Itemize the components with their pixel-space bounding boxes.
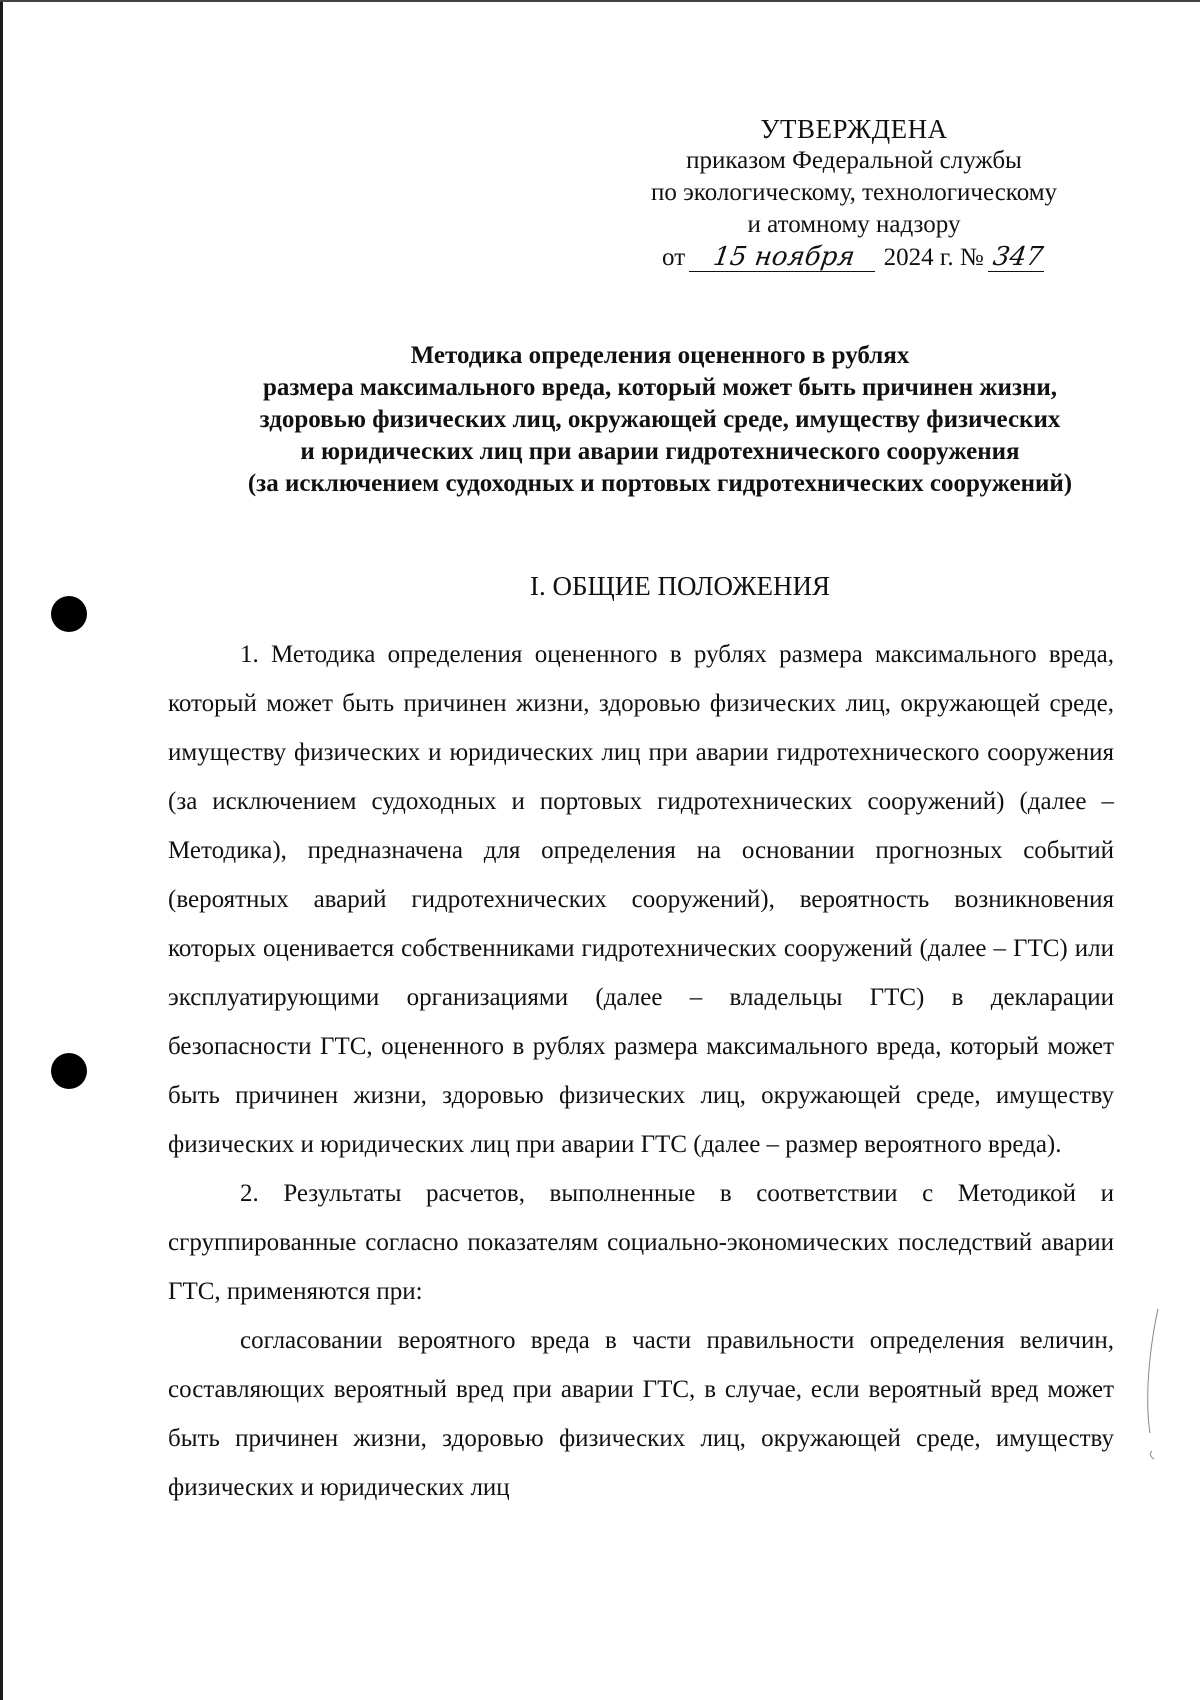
order-year: 2024 г. № [883,244,984,271]
punch-hole-upper [51,596,87,632]
approval-line-1: приказом Федеральной службы [686,147,1022,174]
document-body [168,630,1114,1512]
title-line-5: (за исключением судоходных и портовых гидротехнических сооружений) [247,470,1073,497]
paragraph-2: 2. Результаты расчетов, выполненные в соответствии с Методикой и сгруппированные согласно показателям социально-экономических последствий аварии ГТС, применяются при: [168,1180,1114,1305]
paragraph-3: согласовании вероятного вреда в части правильности определения величин, составляющих вероятный вред при аварии ГТС, в случае, если вероятный вред может быть причинен жизни, здоровью физических лиц, окружающей среде, имуществу физических и юридических лиц [168,1327,1114,1501]
approval-order-line [600,242,1108,274]
scan-border-top [0,0,1200,2]
title-line-4: и юридических лиц при аварии гидротехнического сооружения [300,438,1020,465]
paragraph-1: 1. Методика определения оцененного в рублях размера максимального вреда, который может быть причинен жизни, здоровью физических лиц, окружающей среде, имуществу физических и юридических лиц при аварии гидротехнического сооружения (за исключением судоходных и портовых гидротехнических сооружений) (далее – Методика), предназначена для определения на основании прогнозных событий (вероятных аварий гидротехнических сооружений), вероятность возникновения которых оценивается собственниками гидротехнических сооружений (далее – ГТС) или эксплуатирующими организациями (далее – владельцы ГТС) в декларации безопасности ГТС, оцененного в рублях размера максимального вреда, который может быть причинен жизни, здоровью физических лиц, окружающей среде, имуществу физических и юридических лиц при аварии ГТС (далее – размер вероятного вреда). [168,641,1114,1158]
approval-line-2: по экологическому, технологическому [650,179,1058,206]
title-line-1: Методика определения оцененного в рублях [410,342,910,369]
document-title [160,340,1160,500]
order-prefix: от [662,244,686,271]
scan-border-left [0,0,3,1700]
order-number-handwritten: 347 [988,243,1048,272]
pencil-margin-mark [1138,1305,1162,1465]
approval-line-3: и атомному надзору [747,211,961,238]
section-heading: I. ОБЩИЕ ПОЛОЖЕНИЯ [530,571,830,601]
title-line-3: здоровью физических лиц, окружающей среде, имуществу физических [259,406,1061,433]
approval-heading: УТВЕРЖДЕНА [760,114,948,144]
order-date-handwritten: 15 ноября [689,243,879,272]
title-line-2: размера максимального вреда, который может быть причинен жизни, [262,374,1058,401]
punch-hole-lower [51,1053,87,1089]
approval-stamp-block [600,113,1108,274]
